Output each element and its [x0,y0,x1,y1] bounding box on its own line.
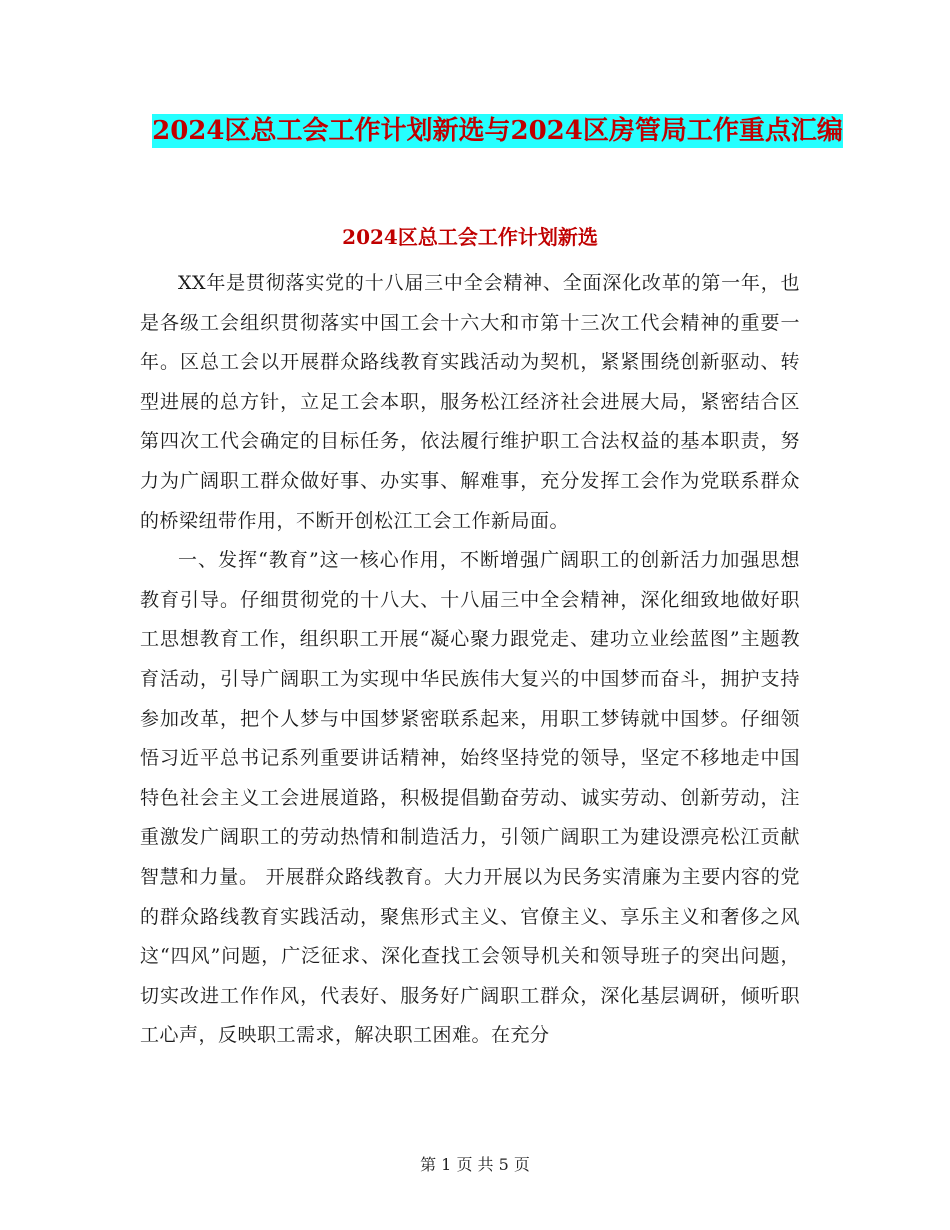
document-title-text: 2024区总工会工作计划新选与2024区房管局工作重点汇编 [152,116,843,146]
section-title: 2024区总工会工作计划新选 [342,225,598,249]
paragraph-intro: XX年是贯彻落实党的十八届三中全会精神、全面深化改革的第一年，也是各级工会组织贯彻落实中国工会十六大和市第十三次工代会精神的重要一年。区总工会以开展群众路线教育实践活动为契机，紧紧围绕创新驱动、转型进展的总方针，立足工会本职，服务松江经济社会进展大局，紧密结合区第四次工代会确定的目标任务，依法履行维护职工合法权益的基本职责，努力为广阔职工群众做好事、办实事、解难事，充分发挥工会作为党联系群众的桥梁纽带作用，不断开创松江工会工作新局面。 [140,272,800,532]
paragraph-section-one: 一、发挥“教育”这一核心作用，不断增强广阔职工的创新活力加强思想教育引导。仔细贯彻党的十八大、十八届三中全会精神，深化细致地做好职工思想教育工作，组织职工开展“凝心聚力跟党走、建功立业绘蓝图”主题教育活动，引导广阔职工为实现中华民族伟大复兴的中国梦而奋斗，拥护支持参加改革，把个人梦与中国梦紧密联系起来，用职工梦铸就中国梦。仔细领悟习近平总书记系列重要讲话精神，始终坚持党的领导，坚定不移地走中国特色社会主义工会进展道路，积极提倡勤奋劳动、诚实劳动、创新劳动，注重激发广阔职工的劳动热情和制造活力，引领广阔职工为建设漂亮松江贡献智慧和力量。 开展群众路线教育。大力开展以为民务实清廉为主要内容的党的群众路线教育实践活动，聚焦形式主义、官僚主义、享乐主义和奢侈之风这“四风”问题，广泛征求、深化查找工会领导机关和领导班子的突出问题，切实改进工作作风，代表好、服务好广阔职工群众，深化基层调研，倾听职工心声，反映职工需求，解决职工困难。在充分 [140,549,800,1047]
document-title [140,110,855,152]
document-body [140,264,800,1056]
page-number: 第 1 页 共 5 页 [420,1155,530,1174]
